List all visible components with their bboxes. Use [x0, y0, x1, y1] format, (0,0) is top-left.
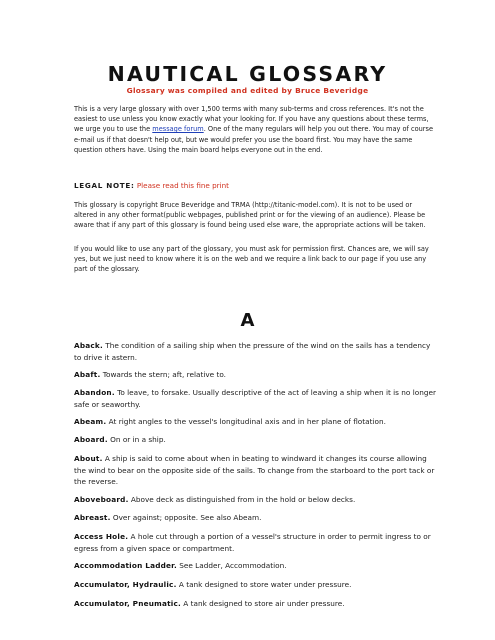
entry-term: Accumulator, Pneumatic.	[74, 599, 181, 608]
legal-note-label: LEGAL NOTE:	[74, 181, 135, 190]
glossary-entry	[74, 434, 436, 446]
section-letter-heading: A	[240, 310, 255, 331]
entry-definition: A tank designed to store water under pressure.	[178, 580, 352, 589]
entry-definition: A tank designed to store air under pressure.	[183, 599, 345, 608]
glossary-entry	[74, 340, 436, 363]
entry-definition: At right angles to the vessel's longitudinal axis and in her plane of flotation.	[108, 417, 386, 426]
glossary-entry	[74, 560, 436, 572]
entry-term: Aback.	[74, 341, 103, 350]
glossary-entry	[74, 494, 436, 506]
intro-paragraph	[74, 104, 434, 155]
entry-definition: Towards the stern; aft, relative to.	[102, 370, 227, 379]
entry-term: Abandon.	[74, 388, 115, 397]
entry-definition: Above deck as distinguished from in the hold or below decks.	[130, 495, 356, 504]
glossary-entry	[74, 579, 436, 591]
glossary-entry	[74, 512, 436, 524]
legal-paragraph-copyright: This glossary is copyright Bruce Beveridge and TRMA (http://titanic-model.com). It is not to be used or altered in any other format(public webpages, published print or for the viewing of an audience). Please be aware that if any part of this glossary is found being used else ware, the appropriate actions will be taken.	[74, 201, 426, 230]
entry-term: Accommodation Ladder.	[74, 561, 177, 570]
entry-definition: A ship is said to come about when in beating to windward it changes its course allowing the wind to bear on the opposite side of the sails. To change from the starboard to the port tack or the reverse.	[74, 454, 435, 487]
intro-text-end: . One of the many regulars will help you out there. You may of course e-mail us if that doesn't help out, but we would prefer you use the board first. You may have the same question others have. Using the main board helps everyone out in the end.	[74, 125, 434, 154]
entry-definition: The condition of a sailing ship when the pressure of the wind on the sails has a tendency to drive it astern.	[74, 341, 431, 362]
entry-definition: See Ladder, Accommodation.	[179, 561, 287, 570]
entry-term: Aboveboard.	[74, 495, 129, 504]
entry-term: Abaft.	[74, 370, 101, 379]
entry-definition: To leave, to forsake. Usually descriptive of the act of leaving a ship when it is no longer safe or seaworthy.	[74, 388, 436, 409]
entry-definition: On or in a ship.	[110, 435, 166, 444]
glossary-entry	[74, 416, 436, 428]
legal-note-heading	[74, 181, 229, 191]
entry-definition: A hole cut through a portion of a vessel's structure in order to permit ingress to or egress from a given space or compartment.	[74, 532, 431, 553]
entry-term: About.	[74, 454, 103, 463]
page-title: NAUTICAL GLOSSARY	[107, 62, 388, 86]
entry-term: Accumulator, Hydraulic.	[74, 580, 177, 589]
entry-term: Aboard.	[74, 435, 108, 444]
glossary-entry	[74, 531, 436, 554]
entry-term: Abeam.	[74, 417, 107, 426]
page-subtitle: Glossary was compiled and edited by Bruce Beveridge	[126, 86, 369, 95]
legal-note-fine-print: Please read this fine print	[136, 181, 229, 190]
intro-text-start: This is a very large glossary with over 1,500 terms with many sub-terms and cross references. It's not the easiest to use unless you know exactly what your looking for. If you have any questions about these terms, we urge you to use the	[74, 105, 429, 134]
glossary-entry	[74, 598, 436, 610]
entry-term: Access Hole.	[74, 532, 129, 541]
glossary-entry	[74, 453, 436, 488]
glossary-entry	[74, 387, 436, 410]
entry-term: Abreast.	[74, 513, 111, 522]
glossary-entry	[74, 369, 436, 381]
entry-definition: Over against; opposite. See also Abeam.	[112, 513, 262, 522]
message-forum-link[interactable]: message forum	[152, 125, 204, 134]
legal-paragraph-permission: If you would like to use any part of the glossary, you must ask for permission first. Chances are, we will say yes, but we just need to know where it is on the web and we require a link back to our page if you use any part of the glossary.	[74, 245, 429, 274]
